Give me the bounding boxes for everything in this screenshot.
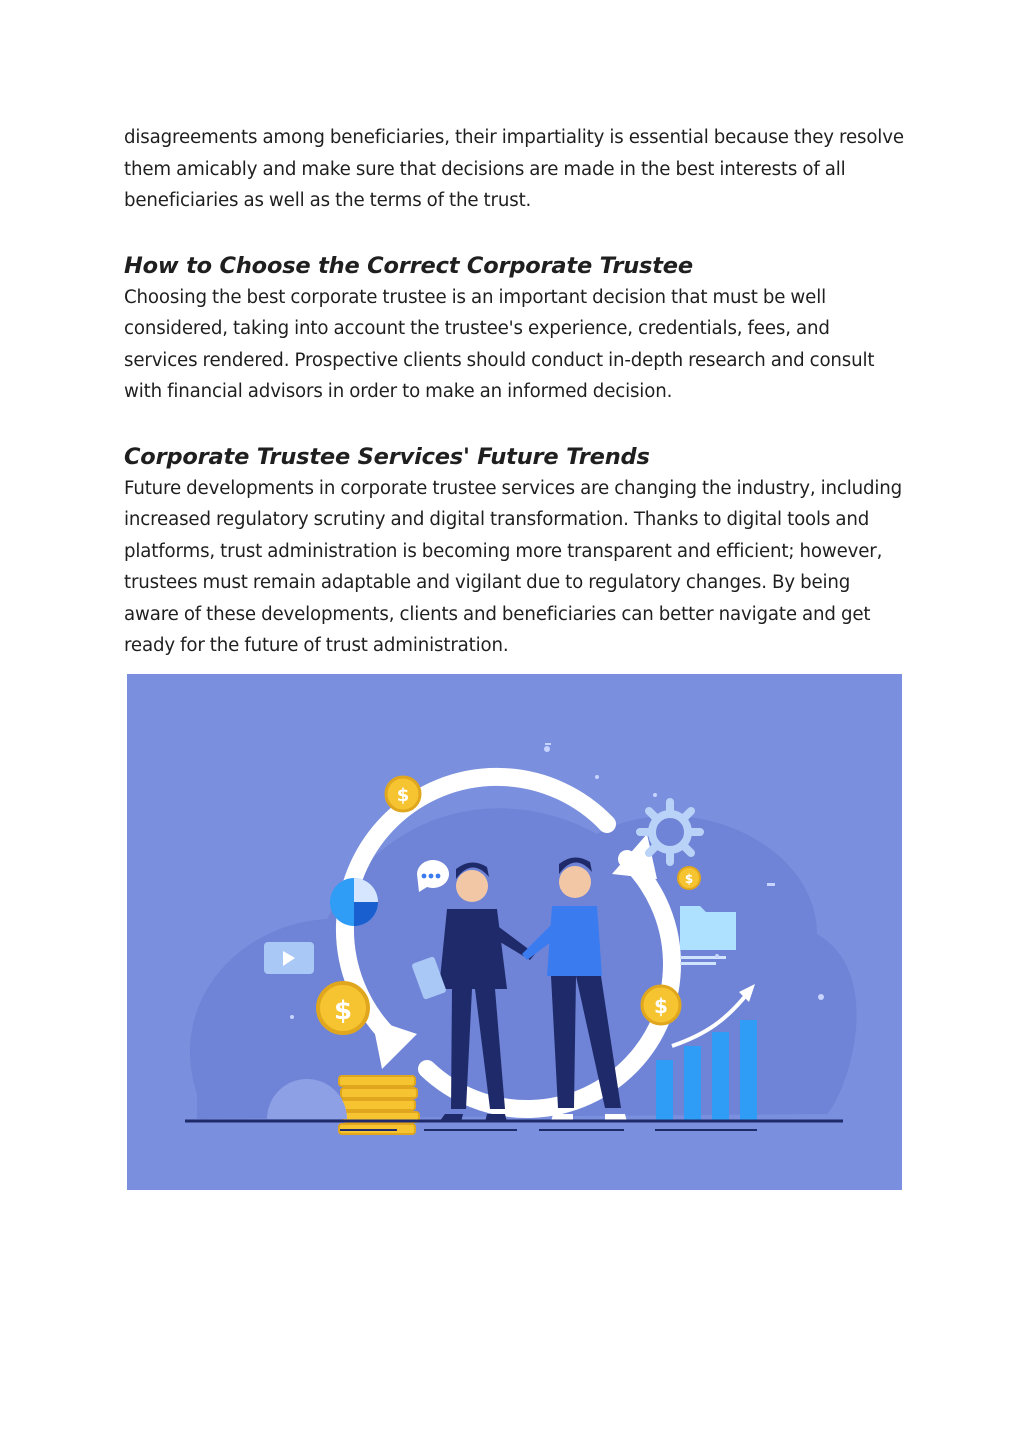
svg-text:$: $ — [333, 996, 353, 1026]
section-body-choose-trustee: Choosing the best corporate trustee is an important decision that must be well considered, taking into account the trustee's experience, credentials, fees, and services rendered. Prospective clients should conduct in-depth research and consult with financial advisors in order to make an informed decision. — [124, 286, 875, 402]
pie-chart-icon — [330, 878, 378, 926]
section-heading-choose-trustee: How to Choose the Correct Corporate Trustee — [124, 252, 693, 279]
document-page — [124, 122, 904, 662]
coin-icon-right — [642, 986, 680, 1024]
coin-icon-top — [386, 777, 420, 811]
business-handshake-illustration — [127, 674, 902, 1190]
coin-icon-left — [318, 983, 368, 1033]
section-heading-future-trends: Corporate Trustee Services' Future Trends — [124, 443, 650, 470]
svg-text:$: $ — [396, 785, 410, 806]
coin-stack-icon — [337, 1076, 419, 1134]
svg-text:$: $ — [684, 872, 694, 886]
coin-icon-small — [678, 867, 700, 889]
svg-text:$: $ — [654, 994, 668, 1018]
section-body-future-trends: Future developments in corporate trustee services are changing the industry, including increased regulatory scrutiny and digital transformation. Thanks to digital tools and platforms, trust administration is becoming more transparent and efficient; however, trustees must remain adaptable and vigilant due to regulatory changes. By being aware of these developments, clients and beneficiaries can better navigate and get ready for the future of trust administration. — [124, 477, 903, 656]
intro-paragraph: disagreements among beneficiaries, their impartiality is essential because they resolve them amicably and make sure that decisions are made in the best interests of all beneficiaries as well as the terms of the trust. — [124, 127, 904, 211]
video-icon — [264, 942, 314, 974]
